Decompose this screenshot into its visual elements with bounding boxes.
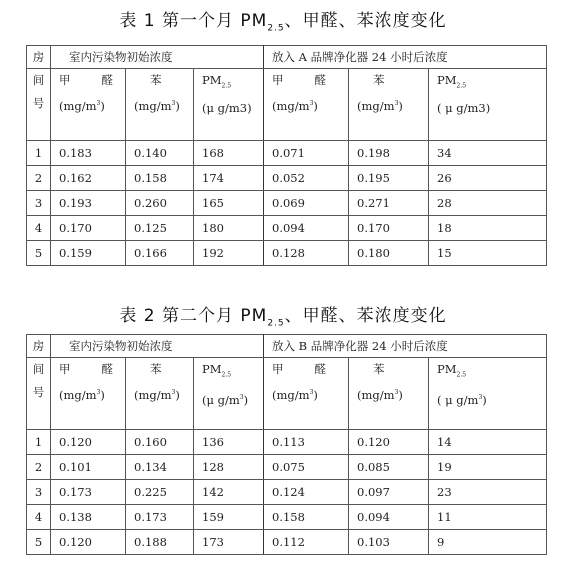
- col-pm-initial: [194, 69, 264, 141]
- col-formaldehyde-initial: [51, 69, 126, 141]
- benzene-initial: 0.158: [126, 166, 194, 191]
- benzene-initial: 0.125: [126, 216, 194, 241]
- col-formaldehyde-after: 甲 醛 $(mg/m^3)$: [264, 358, 349, 430]
- pm-initial: 192: [194, 241, 264, 266]
- table-1-title-sub: 2.5: [267, 23, 285, 34]
- formaldehyde-after: 0.112: [264, 530, 349, 555]
- benzene-after: 0.170: [349, 216, 429, 241]
- pm-initial: 136: [194, 430, 264, 455]
- benzene-initial: 0.225: [126, 480, 194, 505]
- table-1: [26, 45, 547, 266]
- col-pm-label: $PM_{2.5}$: [202, 362, 232, 379]
- pm-after: 19: [429, 455, 547, 480]
- benzene-after: 0.120: [349, 430, 429, 455]
- col-pm-label: $PM_{2.5}$: [437, 362, 467, 379]
- group-header-after: 放入 B 品牌净化器 24 小时后浓度: [264, 335, 547, 358]
- group-header-initial: 室内污染物初始浓度: [51, 46, 264, 69]
- benzene-initial: 0.173: [126, 505, 194, 530]
- formaldehyde-initial: 0.162: [51, 166, 126, 191]
- room-header-char-2: 间: [32, 362, 45, 376]
- table-1-title-suffix: 、甲醛、苯浓度变化: [284, 11, 447, 31]
- formaldehyde-initial: 0.120: [51, 530, 126, 555]
- col-formaldehyde-char-1: 甲: [59, 362, 71, 376]
- formaldehyde-after: 0.052: [264, 166, 349, 191]
- formaldehyde-initial: 0.183: [51, 141, 126, 166]
- col-pm-label: $PM_{2.5}$: [437, 73, 467, 90]
- formaldehyde-after: 0.071: [264, 141, 349, 166]
- table-row: [27, 191, 547, 216]
- unit-pm: (μ g/m3): [202, 101, 252, 116]
- table-2: [26, 334, 547, 555]
- pm-initial: 159: [194, 505, 264, 530]
- pm-after: 11: [429, 505, 547, 530]
- table-1-title: [0, 6, 566, 33]
- formaldehyde-after: 0.069: [264, 191, 349, 216]
- group-header-after: 放入 A 品牌净化器 24 小时后浓度: [264, 46, 547, 69]
- col-formaldehyde-initial: [51, 358, 126, 430]
- col-benzene-initial: [126, 69, 194, 141]
- room-number: 1: [27, 141, 51, 166]
- benzene-after: 0.198: [349, 141, 429, 166]
- room-number: 2: [27, 166, 51, 191]
- formaldehyde-after: 0.075: [264, 455, 349, 480]
- pm-after: 28: [429, 191, 547, 216]
- col-benzene-label: 苯: [373, 362, 385, 376]
- table-2-title: [0, 301, 566, 328]
- table-row: [27, 141, 547, 166]
- table-row: [27, 216, 547, 241]
- pm-initial: 174: [194, 166, 264, 191]
- table-row: [27, 530, 547, 555]
- formaldehyde-initial: 0.193: [51, 191, 126, 216]
- col-benzene-label: 苯: [150, 73, 162, 87]
- formaldehyde-after: 0.128: [264, 241, 349, 266]
- col-formaldehyde-char-2: 醛: [101, 362, 113, 376]
- table-2-title-sub: 2.5: [267, 318, 285, 329]
- pm-initial: 165: [194, 191, 264, 216]
- pm-after: 14: [429, 430, 547, 455]
- pm-initial: 173: [194, 530, 264, 555]
- table-row: [27, 480, 547, 505]
- unit-mg: $(mg/m^3)$: [272, 98, 318, 113]
- pm-initial: 168: [194, 141, 264, 166]
- formaldehyde-initial: 0.173: [51, 480, 126, 505]
- room-number: 5: [27, 530, 51, 555]
- benzene-initial: 0.134: [126, 455, 194, 480]
- unit-mg: $(mg/m^3)$: [134, 98, 180, 113]
- unit-mg: $(mg/m^3)$: [134, 387, 180, 402]
- table-row: [27, 241, 547, 266]
- col-pm-after: [429, 69, 547, 141]
- unit-pm: (μ $g/m^3$): [202, 393, 249, 408]
- room-number: 3: [27, 191, 51, 216]
- unit-mg: $(mg/m^3)$: [357, 387, 403, 402]
- benzene-after: 0.195: [349, 166, 429, 191]
- col-formaldehyde-after: 甲 醛 $(mg/m^3)$: [264, 69, 349, 141]
- pm-after: 34: [429, 141, 547, 166]
- unit-pm: ( μ g/m3): [437, 101, 491, 116]
- benzene-after: 0.094: [349, 505, 429, 530]
- formaldehyde-initial: 0.101: [51, 455, 126, 480]
- benzene-initial: 0.260: [126, 191, 194, 216]
- col-formaldehyde-char-1: 甲: [59, 73, 71, 87]
- formaldehyde-initial: 0.170: [51, 216, 126, 241]
- col-benzene-label: 苯: [150, 362, 162, 376]
- pm-after: 18: [429, 216, 547, 241]
- col-benzene-label: 苯: [373, 73, 385, 87]
- pm-after: 9: [429, 530, 547, 555]
- room-header-char-3: 号: [32, 385, 45, 399]
- room-header-char-2: 间: [32, 73, 45, 87]
- table-row: [27, 505, 547, 530]
- room-header-char-1: 房: [27, 335, 51, 358]
- room-number: 2: [27, 455, 51, 480]
- formaldehyde-after: 0.124: [264, 480, 349, 505]
- table-2-title-prefix: 表 2 第二个月 PM: [119, 306, 268, 326]
- benzene-after: 0.097: [349, 480, 429, 505]
- col-pm-initial: [194, 358, 264, 430]
- benzene-initial: 0.166: [126, 241, 194, 266]
- col-benzene-initial: [126, 358, 194, 430]
- unit-mg: $(mg/m^3)$: [59, 98, 105, 113]
- formaldehyde-initial: 0.120: [51, 430, 126, 455]
- room-number: 1: [27, 430, 51, 455]
- room-number: 4: [27, 505, 51, 530]
- table-row: [27, 166, 547, 191]
- benzene-after: 0.271: [349, 191, 429, 216]
- room-header-chars: [27, 69, 51, 141]
- table-2-title-suffix: 、甲醛、苯浓度变化: [284, 306, 447, 326]
- pm-initial: 142: [194, 480, 264, 505]
- benzene-after: 0.085: [349, 455, 429, 480]
- table-row: [27, 430, 547, 455]
- benzene-initial: 0.140: [126, 141, 194, 166]
- formaldehyde-after: 0.094: [264, 216, 349, 241]
- col-formaldehyde-char-2: 醛: [101, 73, 113, 87]
- room-header-char-1: 房: [27, 46, 51, 69]
- col-pm-label: $PM_{2.5}$: [202, 73, 232, 90]
- group-header-initial: 室内污染物初始浓度: [51, 335, 264, 358]
- unit-mg: $(mg/m^3)$: [272, 387, 318, 402]
- pm-after: 15: [429, 241, 547, 266]
- unit-mg: $(mg/m^3)$: [357, 98, 403, 113]
- formaldehyde-initial: 0.159: [51, 241, 126, 266]
- pm-initial: 180: [194, 216, 264, 241]
- table-row: [27, 455, 547, 480]
- benzene-initial: 0.160: [126, 430, 194, 455]
- col-benzene-after: [349, 358, 429, 430]
- room-number: 5: [27, 241, 51, 266]
- room-number: 4: [27, 216, 51, 241]
- room-header-char-3: 号: [32, 96, 45, 110]
- room-header-chars: [27, 358, 51, 430]
- benzene-after: 0.103: [349, 530, 429, 555]
- unit-pm: ( μ $g/m^3$): [437, 393, 487, 408]
- formaldehyde-after: 0.113: [264, 430, 349, 455]
- pm-after: 23: [429, 480, 547, 505]
- col-benzene-after: [349, 69, 429, 141]
- unit-mg: $(mg/m^3)$: [59, 387, 105, 402]
- formaldehyde-initial: 0.138: [51, 505, 126, 530]
- pm-after: 26: [429, 166, 547, 191]
- pm-initial: 128: [194, 455, 264, 480]
- benzene-initial: 0.188: [126, 530, 194, 555]
- formaldehyde-after: 0.158: [264, 505, 349, 530]
- table-1-title-prefix: 表 1 第一个月 PM: [119, 11, 268, 31]
- col-pm-after: [429, 358, 547, 430]
- room-number: 3: [27, 480, 51, 505]
- benzene-after: 0.180: [349, 241, 429, 266]
